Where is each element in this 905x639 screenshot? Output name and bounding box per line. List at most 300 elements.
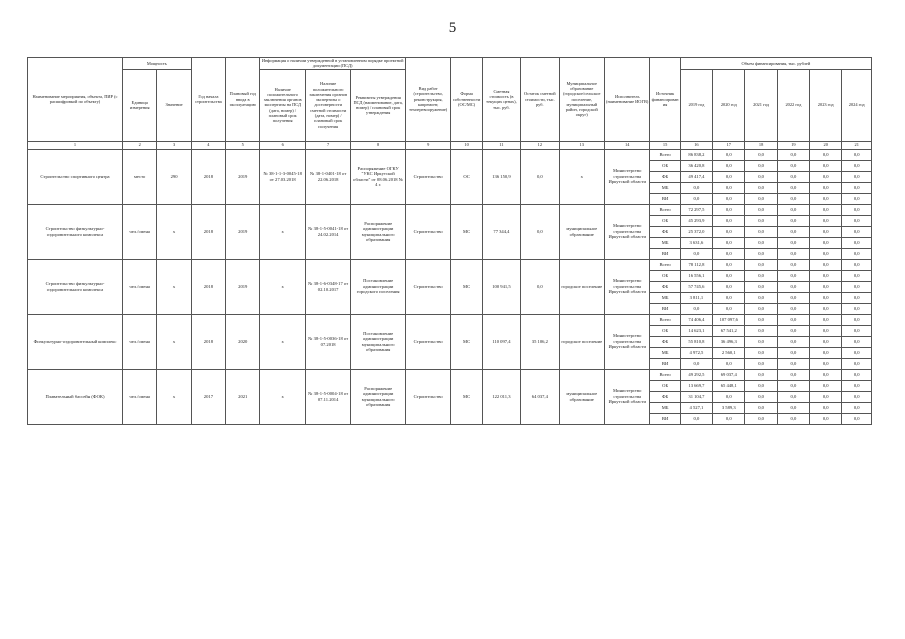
- funding-amount: 0,0: [745, 347, 777, 358]
- funding-amount: 0,0: [842, 292, 872, 303]
- funding-amount: 0,0: [810, 237, 842, 248]
- psd-approval: Распоряжение ОГКУ "УКС Иркутской области" от 08.06.2018 № 4 г.: [351, 149, 406, 204]
- col-header-21: 2024 год: [842, 69, 872, 141]
- funding-amount: 0,0: [810, 259, 842, 270]
- funding-amount: 49 417,4: [680, 171, 712, 182]
- funding-amount: 0,0: [777, 303, 809, 314]
- funding-amount: 0,0: [713, 413, 745, 424]
- start-year: 2018: [191, 204, 225, 259]
- psd-approval: Постановление администрации городского поселения: [351, 259, 406, 314]
- object-name: Строительство физкультурно-оздоровительного комплекса: [28, 259, 123, 314]
- funding-amount: 0,0: [680, 358, 712, 369]
- funding-amount: 0,0: [745, 402, 777, 413]
- funding-amount: 0,0: [842, 347, 872, 358]
- funding-amount: 0,0: [842, 182, 872, 193]
- funding-amount: 0,0: [713, 358, 745, 369]
- funding-amount: 0,0: [810, 204, 842, 215]
- funding-source: МБ: [650, 237, 680, 248]
- funding-amount: 0,0: [745, 259, 777, 270]
- psd-approval: Распоряжение администрации муниципального образования: [351, 204, 406, 259]
- funding-source: ОБ: [650, 380, 680, 391]
- start-year: 2018: [191, 259, 225, 314]
- funding-amount: 36 496,3: [713, 336, 745, 347]
- funding-amount: 0,0: [745, 336, 777, 347]
- funding-amount: 0,0: [810, 358, 842, 369]
- financing-table: [27, 57, 872, 425]
- column-number-row: [28, 141, 872, 149]
- funding-amount: 0,0: [810, 391, 842, 402]
- col-number: 10: [451, 141, 482, 149]
- psd-approval: Постановление администрации муниципального образования: [351, 314, 406, 369]
- header-row-groups: [28, 58, 872, 70]
- col-header-1: Наименование мероприятия, объекта, ПИР (с расшифровкой по объекту): [28, 58, 123, 142]
- funding-amount: 0,0: [810, 402, 842, 413]
- executor: Министерство строительства Иркутской области: [604, 204, 649, 259]
- funding-amount: 0,0: [777, 413, 809, 424]
- col-number: 19: [777, 141, 809, 149]
- municipality: городское поселение: [559, 259, 604, 314]
- capacity-value: х: [157, 259, 191, 314]
- funding-amount: 0,0: [810, 380, 842, 391]
- funding-amount: 0,0: [810, 193, 842, 204]
- funding-amount: 0,0: [745, 358, 777, 369]
- funding-amount: 0,0: [745, 325, 777, 336]
- funding-amount: 25 372,0: [680, 226, 712, 237]
- remaining-cost: 0,0: [521, 259, 559, 314]
- expertise-psd: х: [260, 204, 305, 259]
- funding-source: ВИ: [650, 413, 680, 424]
- table-row: [28, 314, 872, 325]
- funding-amount: 0,0: [745, 314, 777, 325]
- expertise-psd: х: [260, 259, 305, 314]
- col-header-5: Плановый год ввода в эксплуатацию: [226, 58, 260, 142]
- funding-amount: 0,0: [713, 270, 745, 281]
- psd-approval: Распоряжение администрации муниципального образования: [351, 369, 406, 424]
- funding-amount: 0,0: [745, 292, 777, 303]
- funding-amount: 0,0: [745, 215, 777, 226]
- municipality: х: [559, 149, 604, 204]
- capacity-value: х: [157, 314, 191, 369]
- funding-amount: 0,0: [745, 160, 777, 171]
- funding-amount: 0,0: [745, 193, 777, 204]
- funding-amount: 0,0: [777, 149, 809, 160]
- funding-amount: 72 297,5: [680, 204, 712, 215]
- funding-amount: 45 293,9: [680, 215, 712, 226]
- funding-amount: 0,0: [713, 215, 745, 226]
- unit-cell: место: [123, 149, 157, 204]
- funding-amount: 0,0: [842, 325, 872, 336]
- ownership: МС: [451, 314, 482, 369]
- funding-amount: 0,0: [777, 314, 809, 325]
- funding-amount: 74 406,4: [680, 314, 712, 325]
- estimated-cost: 110 097,4: [482, 314, 520, 369]
- funding-amount: 55 810,8: [680, 336, 712, 347]
- funding-source: ОБ: [650, 215, 680, 226]
- funding-amount: 0,0: [680, 182, 712, 193]
- funding-amount: 0,0: [777, 204, 809, 215]
- funding-amount: 0,0: [810, 270, 842, 281]
- col-header-20: 2023 год: [810, 69, 842, 141]
- funding-amount: 0,0: [842, 402, 872, 413]
- funding-amount: 0,0: [713, 259, 745, 270]
- funding-amount: 0,0: [745, 380, 777, 391]
- funding-amount: 0,0: [745, 149, 777, 160]
- funding-amount: 0,0: [810, 182, 842, 193]
- table-body: [28, 149, 872, 424]
- funding-amount: 0,0: [745, 248, 777, 259]
- funding-amount: 3 631,6: [680, 237, 712, 248]
- col-number: 5: [226, 141, 260, 149]
- col-number: 21: [842, 141, 872, 149]
- funding-amount: 0,0: [777, 215, 809, 226]
- funding-amount: 0,0: [713, 160, 745, 171]
- expertise-psd: х: [260, 369, 305, 424]
- col-number: 20: [810, 141, 842, 149]
- funding-amount: 0,0: [745, 204, 777, 215]
- funding-amount: 0,0: [777, 248, 809, 259]
- funding-amount: 0,0: [713, 281, 745, 292]
- unit-cell: чел./смена: [123, 314, 157, 369]
- ownership: МС: [451, 204, 482, 259]
- col-header-3: Значение: [157, 69, 191, 141]
- funding-source: Всего: [650, 369, 680, 380]
- funding-amount: 14 623,1: [680, 325, 712, 336]
- funding-source: ВИ: [650, 303, 680, 314]
- municipality: городское поселение: [559, 314, 604, 369]
- start-year: 2018: [191, 314, 225, 369]
- executor: Министерство строительства Иркутской области: [604, 149, 649, 204]
- funding-amount: 0,0: [842, 303, 872, 314]
- ownership: МС: [451, 259, 482, 314]
- col-number: 12: [521, 141, 559, 149]
- funding-amount: 0,0: [777, 160, 809, 171]
- funding-amount: 0,0: [842, 358, 872, 369]
- expertise-cost: № 38-1-5-0036-18 от 07.2018: [305, 314, 350, 369]
- work-type: Строительство: [405, 314, 450, 369]
- funding-amount: 0,0: [777, 325, 809, 336]
- funding-amount: 0,0: [810, 325, 842, 336]
- col-number: 2: [123, 141, 157, 149]
- funding-amount: 0,0: [842, 281, 872, 292]
- col-number: 18: [745, 141, 777, 149]
- funding-amount: 0,0: [810, 149, 842, 160]
- funding-amount: 86 838,2: [680, 149, 712, 160]
- funding-amount: 0,0: [842, 336, 872, 347]
- funding-amount: 0,0: [745, 270, 777, 281]
- funding-amount: 0,0: [745, 237, 777, 248]
- funding-amount: 57 745,6: [680, 281, 712, 292]
- unit-cell: чел./смена: [123, 369, 157, 424]
- col-number: 14: [604, 141, 649, 149]
- expertise-psd: № 38-1-1-3-0045-18 от 27.03.2018: [260, 149, 305, 204]
- table-row: [28, 204, 872, 215]
- funding-source: ВИ: [650, 358, 680, 369]
- remaining-cost: 0,0: [521, 204, 559, 259]
- col-header-18: 2021 год: [745, 69, 777, 141]
- unit-cell: чел./смена: [123, 259, 157, 314]
- unit-cell: чел./смена: [123, 204, 157, 259]
- col-header-6: Наличие положительного заключения органов экспертизы на ПСД (дата, номер) / плановый срок получения: [260, 69, 305, 141]
- object-name: Строительство спортивного центра: [28, 149, 123, 204]
- funding-amount: 36 420,8: [680, 160, 712, 171]
- funding-source: Всего: [650, 314, 680, 325]
- object-name: Строительство физкультурно-оздоровительного комплекса: [28, 204, 123, 259]
- col-number: 9: [405, 141, 450, 149]
- funding-amount: 0,0: [777, 259, 809, 270]
- col-header-7: Наличие положительного заключения органов экспертизы о достоверности сметной стоимости (дата, номер) / плановый срок получения: [305, 69, 350, 141]
- funding-amount: 0,0: [777, 369, 809, 380]
- col-header-4: Год начала строительства: [191, 58, 225, 142]
- funding-amount: 0,0: [810, 160, 842, 171]
- funding-amount: 0,0: [810, 303, 842, 314]
- start-year: 2018: [191, 149, 225, 204]
- funding-amount: 0,0: [777, 402, 809, 413]
- end-year: 2020: [226, 314, 260, 369]
- municipality: муниципальное образование: [559, 369, 604, 424]
- expertise-cost: № 38-1-6-0348-17 от 02.10.2017: [305, 259, 350, 314]
- funding-amount: 0,0: [745, 226, 777, 237]
- executor: Министерство строительства Иркутской области: [604, 259, 649, 314]
- funding-amount: 69 037,4: [713, 369, 745, 380]
- table-row: [28, 149, 872, 160]
- funding-amount: 4 527,1: [680, 402, 712, 413]
- funding-amount: 0,0: [777, 292, 809, 303]
- col-header-19: 2022 год: [777, 69, 809, 141]
- funding-amount: 0,0: [713, 171, 745, 182]
- funding-source: ФБ: [650, 336, 680, 347]
- funding-amount: 65 448,1: [713, 380, 745, 391]
- funding-amount: 0,0: [842, 226, 872, 237]
- funding-amount: 0,0: [745, 369, 777, 380]
- col-header-14: Исполнитель (наименование ИОГВ): [604, 58, 649, 142]
- expertise-cost: № 38-1-5-0041-18 от 24.02.2014: [305, 204, 350, 259]
- end-year: 2019: [226, 149, 260, 204]
- table-row: [28, 369, 872, 380]
- col-header-2: Единица измерения: [123, 69, 157, 141]
- funding-amount: 0,0: [810, 413, 842, 424]
- funding-source: МБ: [650, 292, 680, 303]
- funding-amount: 0,0: [810, 226, 842, 237]
- funding-amount: 0,0: [842, 413, 872, 424]
- work-type: Строительство: [405, 259, 450, 314]
- funding-amount: 4 972,5: [680, 347, 712, 358]
- funding-amount: 0,0: [842, 391, 872, 402]
- work-type: Строительство: [405, 369, 450, 424]
- col-header-10: Форма собственности (ОС/МС): [451, 58, 482, 142]
- capacity-value: х: [157, 369, 191, 424]
- ownership: ОС: [451, 149, 482, 204]
- work-type: Строительство: [405, 204, 450, 259]
- funding-source: Всего: [650, 204, 680, 215]
- executor: Министерство строительства Иркутской области: [604, 314, 649, 369]
- funding-amount: 0,0: [713, 149, 745, 160]
- end-year: 2019: [226, 204, 260, 259]
- funding-amount: 0,0: [713, 193, 745, 204]
- funding-amount: 0,0: [777, 336, 809, 347]
- remaining-cost: 0,0: [521, 149, 559, 204]
- funding-source: Всего: [650, 259, 680, 270]
- col-number: 8: [351, 141, 406, 149]
- funding-amount: 0,0: [810, 281, 842, 292]
- group-financing-header: Объем финансирования, тыс. рублей: [680, 58, 871, 70]
- col-header-8: Реквизиты утверждения ПСД (наименование, дата, номер) / плановый срок утверждения: [351, 69, 406, 141]
- col-number: 15: [650, 141, 680, 149]
- col-number: 3: [157, 141, 191, 149]
- funding-amount: 3 589,3: [713, 402, 745, 413]
- funding-amount: 0,0: [810, 347, 842, 358]
- funding-amount: 0,0: [680, 248, 712, 259]
- funding-source: МБ: [650, 182, 680, 193]
- funding-amount: 0,0: [680, 413, 712, 424]
- funding-source: МБ: [650, 347, 680, 358]
- funding-amount: 0,0: [777, 237, 809, 248]
- ownership: МС: [451, 369, 482, 424]
- funding-amount: 0,0: [713, 182, 745, 193]
- funding-amount: 0,0: [810, 369, 842, 380]
- funding-source: ФБ: [650, 391, 680, 402]
- funding-source: ВИ: [650, 248, 680, 259]
- col-number: 11: [482, 141, 520, 149]
- end-year: 2019: [226, 259, 260, 314]
- col-number: 6: [260, 141, 305, 149]
- funding-amount: 78 112,8: [680, 259, 712, 270]
- funding-amount: 0,0: [713, 391, 745, 402]
- group-psd-header: Информация о наличии утвержденной в установленном порядке проектной документации (ПСД): [261, 58, 404, 69]
- col-number: 13: [559, 141, 604, 149]
- funding-amount: 0,0: [842, 248, 872, 259]
- funding-amount: 0,0: [777, 171, 809, 182]
- funding-amount: 0,0: [777, 380, 809, 391]
- funding-source: МБ: [650, 402, 680, 413]
- funding-amount: 0,0: [842, 160, 872, 171]
- funding-amount: 0,0: [777, 226, 809, 237]
- col-header-9: Вид работ (строительство, реконструкция, капремонт, техперевооружение): [405, 58, 450, 142]
- object-name: Физкультурно-оздоровительный комплекс: [28, 314, 123, 369]
- funding-amount: 107 097,6: [713, 314, 745, 325]
- funding-amount: 0,0: [810, 248, 842, 259]
- funding-source: ВИ: [650, 193, 680, 204]
- estimated-cost: 100 941,5: [482, 259, 520, 314]
- funding-amount: 0,0: [713, 226, 745, 237]
- funding-amount: 0,0: [713, 237, 745, 248]
- funding-amount: 0,0: [842, 380, 872, 391]
- funding-amount: 0,0: [810, 171, 842, 182]
- funding-amount: 16 556,1: [680, 270, 712, 281]
- end-year: 2021: [226, 369, 260, 424]
- col-number: 16: [680, 141, 712, 149]
- funding-amount: 0,0: [842, 171, 872, 182]
- table-row: [28, 259, 872, 270]
- col-header-13: Муниципальное образование (городское/сельское поселение, муниципальный район, городской округ): [559, 58, 604, 142]
- funding-amount: 0,0: [810, 314, 842, 325]
- funding-source: ОБ: [650, 160, 680, 171]
- funding-amount: 0,0: [777, 270, 809, 281]
- expertise-psd: х: [260, 314, 305, 369]
- funding-amount: 0,0: [745, 182, 777, 193]
- funding-source: Всего: [650, 149, 680, 160]
- col-number: 1: [28, 141, 123, 149]
- funding-amount: 0,0: [842, 204, 872, 215]
- estimated-cost: 136 150,9: [482, 149, 520, 204]
- funding-amount: 49 292,5: [680, 369, 712, 380]
- col-header-17: 2020 год: [713, 69, 745, 141]
- funding-amount: 0,0: [842, 193, 872, 204]
- funding-amount: 0,0: [842, 237, 872, 248]
- funding-amount: 0,0: [842, 314, 872, 325]
- funding-amount: 0,0: [745, 171, 777, 182]
- funding-amount: 0,0: [777, 347, 809, 358]
- funding-amount: 0,0: [745, 281, 777, 292]
- funding-amount: 0,0: [680, 303, 712, 314]
- funding-amount: 0,0: [777, 391, 809, 402]
- municipality: муниципальное образование: [559, 204, 604, 259]
- estimated-cost: 77 344,4: [482, 204, 520, 259]
- funding-amount: 0,0: [842, 215, 872, 226]
- funding-amount: 0,0: [777, 358, 809, 369]
- col-number: 4: [191, 141, 225, 149]
- funding-amount: 31 104,7: [680, 391, 712, 402]
- col-header-11: Сметная стоимость (в текущих ценах), тыс. руб.: [482, 58, 520, 142]
- executor: Министерство строительства Иркутской области: [604, 369, 649, 424]
- col-number: 7: [305, 141, 350, 149]
- funding-amount: 0,0: [745, 391, 777, 402]
- col-header-12: Остаток сметной стоимости, тыс. руб.: [521, 58, 559, 142]
- remaining-cost: 35 106,2: [521, 314, 559, 369]
- funding-amount: 2 560,1: [713, 347, 745, 358]
- funding-amount: 0,0: [745, 413, 777, 424]
- start-year: 2017: [191, 369, 225, 424]
- work-type: Строительство: [405, 149, 450, 204]
- funding-amount: 0,0: [810, 336, 842, 347]
- capacity-value: 290: [157, 149, 191, 204]
- funding-amount: 0,0: [842, 149, 872, 160]
- funding-source: ФБ: [650, 281, 680, 292]
- funding-source: ОБ: [650, 325, 680, 336]
- funding-amount: 0,0: [810, 215, 842, 226]
- funding-amount: 67 541,2: [713, 325, 745, 336]
- funding-amount: 0,0: [713, 303, 745, 314]
- col-number: 17: [713, 141, 745, 149]
- page-number: 5: [448, 20, 457, 36]
- funding-source: ОБ: [650, 270, 680, 281]
- capacity-value: х: [157, 204, 191, 259]
- funding-amount: 0,0: [842, 270, 872, 281]
- funding-amount: 3 811,1: [680, 292, 712, 303]
- funding-amount: 0,0: [713, 292, 745, 303]
- funding-amount: 0,0: [777, 281, 809, 292]
- funding-amount: 0,0: [713, 204, 745, 215]
- funding-amount: 0,0: [713, 248, 745, 259]
- estimated-cost: 122 011,3: [482, 369, 520, 424]
- col-header-16: 2019 год: [680, 69, 712, 141]
- funding-amount: 0,0: [842, 369, 872, 380]
- funding-source: ФБ: [650, 226, 680, 237]
- funding-amount: 0,0: [777, 182, 809, 193]
- remaining-cost: 64 037,4: [521, 369, 559, 424]
- expertise-cost: № 38-1-0401-18 от 22.06.2018: [305, 149, 350, 204]
- funding-source: ФБ: [650, 171, 680, 182]
- object-name: Плавательный бассейн (ФОК): [28, 369, 123, 424]
- col-header-15: Источник финансирования: [650, 58, 680, 142]
- group-capacity-header: Мощность: [123, 58, 192, 70]
- funding-amount: 0,0: [745, 303, 777, 314]
- funding-amount: 0,0: [680, 193, 712, 204]
- funding-amount: 0,0: [842, 259, 872, 270]
- funding-amount: 13 669,7: [680, 380, 712, 391]
- funding-amount: 0,0: [777, 193, 809, 204]
- expertise-cost: № 38-1-5-0004-18 от 07.11.2014: [305, 369, 350, 424]
- funding-amount: 0,0: [810, 292, 842, 303]
